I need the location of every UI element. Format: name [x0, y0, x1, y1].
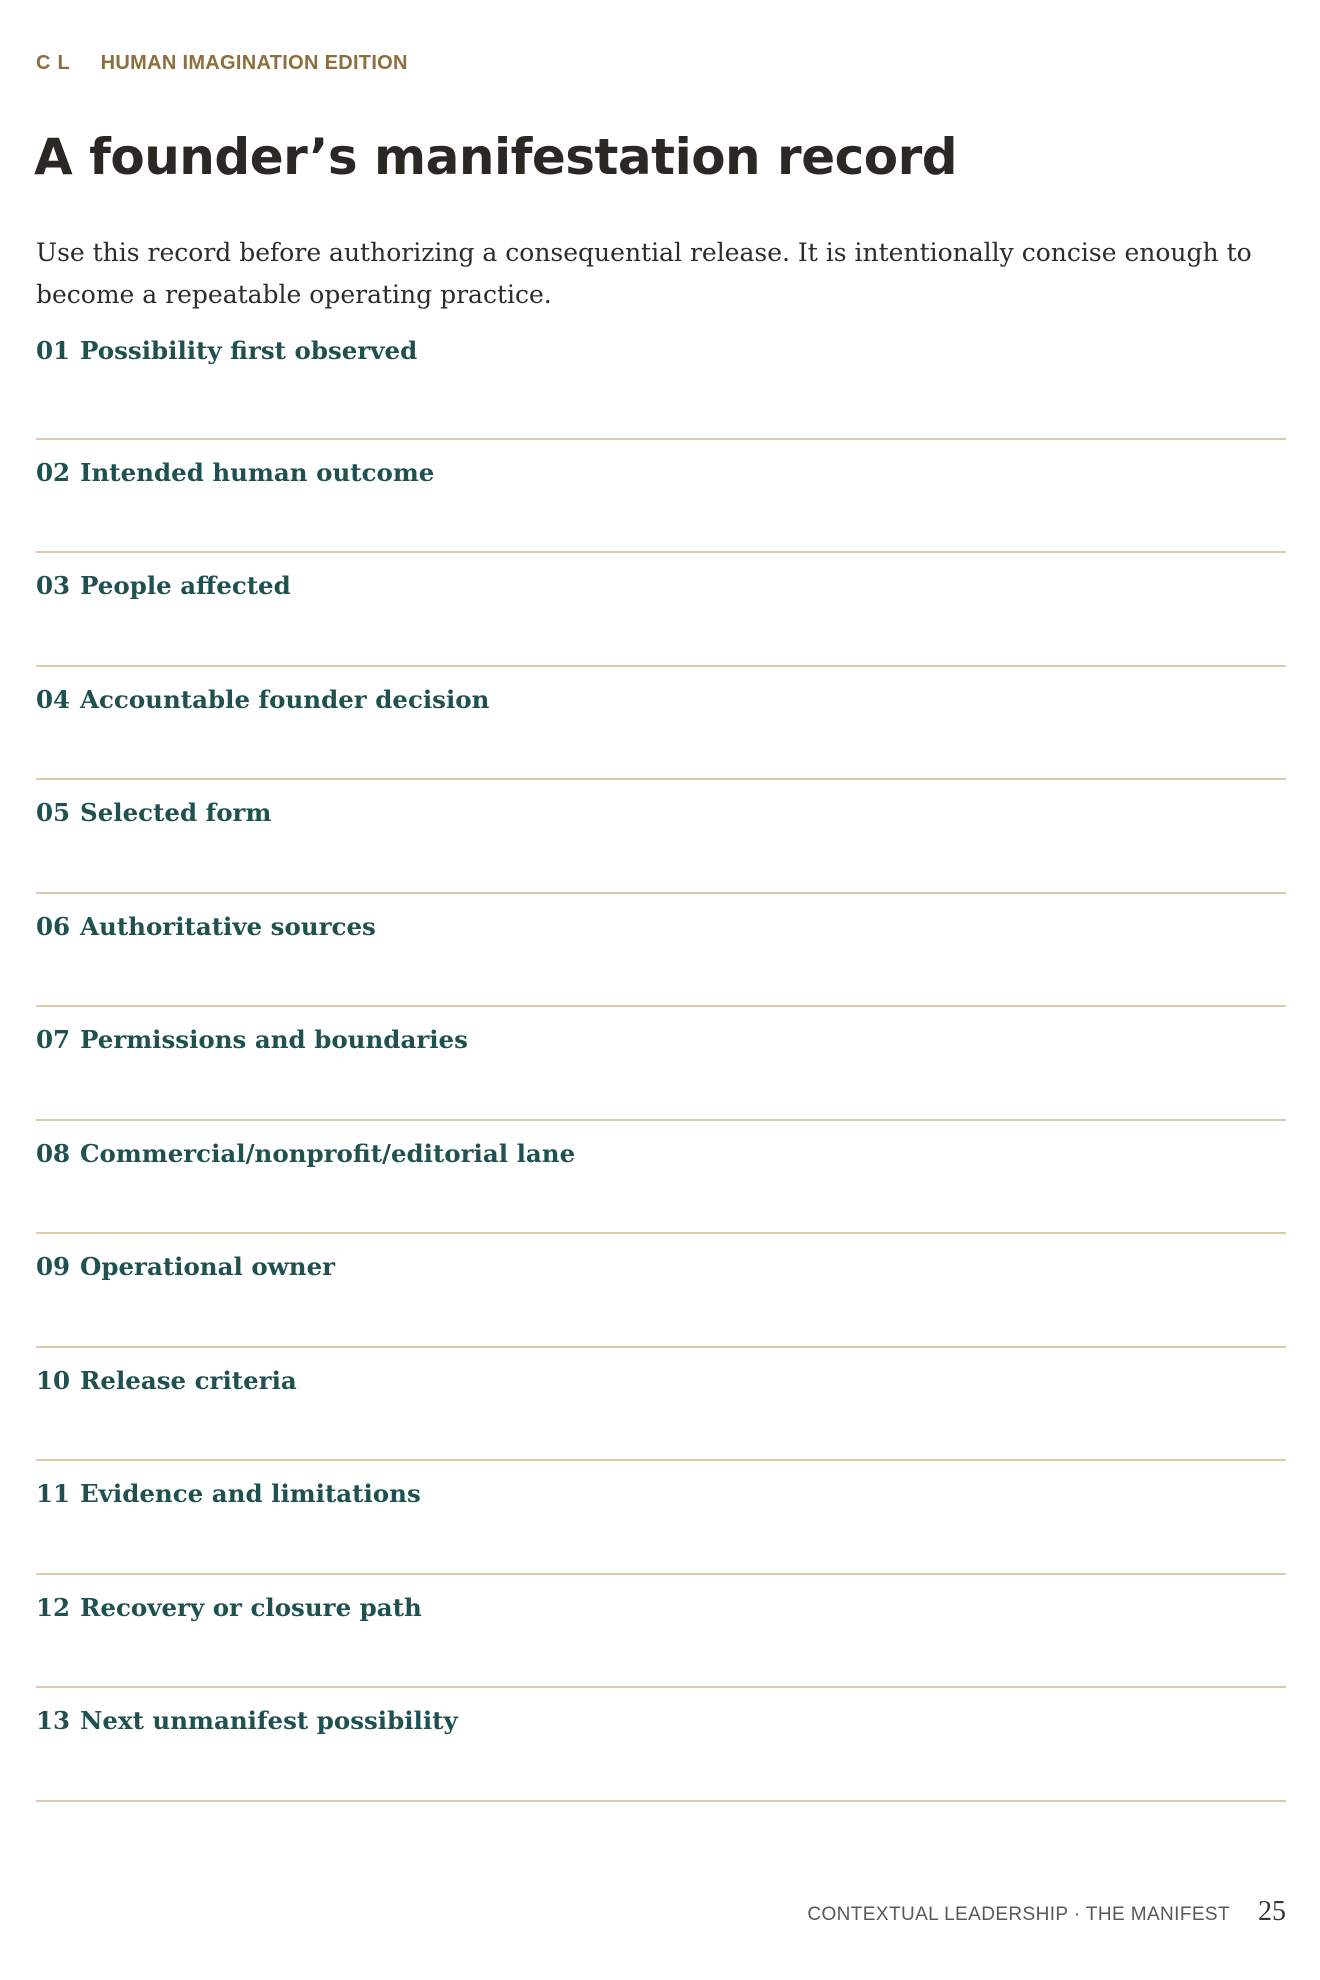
record-field — [36, 1688, 1286, 1802]
field-number: 07 — [36, 1025, 71, 1054]
field-label: Next unmanifest possibility — [80, 1706, 458, 1735]
field-label: Evidence and limitations — [80, 1479, 421, 1508]
field-number: 08 — [36, 1138, 71, 1168]
field-label: Possibility first observed — [80, 336, 418, 365]
record-field — [36, 894, 1286, 1008]
page-title: A founder’s manifestation record — [34, 128, 958, 186]
record-fields — [36, 326, 1286, 1802]
field-number: 10 — [36, 1365, 71, 1395]
field-number: 11 — [36, 1479, 71, 1508]
record-field — [36, 1234, 1286, 1348]
brand-mark: CL — [36, 52, 77, 74]
record-field — [36, 1461, 1286, 1575]
field-number: 05 — [36, 798, 71, 827]
field-number: 01 — [36, 336, 71, 365]
record-field — [36, 1007, 1286, 1121]
record-field — [36, 553, 1286, 667]
field-label: Permissions and boundaries — [80, 1025, 468, 1054]
intro-paragraph: Use this record before authorizing a consequential release. It is intentionally concise enough to become a repeatable operating practice. — [36, 238, 1252, 309]
record-field — [36, 440, 1286, 554]
field-number: 12 — [36, 1592, 71, 1622]
field-number: 03 — [36, 571, 71, 600]
edition-label: HUMAN IMAGINATION EDITION — [100, 52, 408, 74]
field-number: 13 — [36, 1706, 71, 1735]
record-field — [36, 326, 1286, 440]
field-label: People affected — [80, 571, 291, 600]
field-label: Commercial/nonprofit/editorial lane — [80, 1138, 576, 1168]
field-number: 04 — [36, 684, 71, 714]
field-number: 06 — [36, 911, 71, 941]
field-label: Release criteria — [80, 1365, 297, 1395]
page-number: 25 — [1258, 1896, 1286, 1927]
field-label: Authoritative sources — [80, 911, 376, 941]
record-field — [36, 1348, 1286, 1462]
record-field — [36, 1575, 1286, 1689]
field-number: 09 — [36, 1252, 71, 1281]
running-header — [36, 52, 408, 75]
field-label: Operational owner — [80, 1252, 336, 1281]
running-footer — [807, 1896, 1286, 1928]
field-label: Intended human outcome — [80, 457, 435, 487]
record-field — [36, 1121, 1286, 1235]
field-label: Selected form — [80, 798, 272, 827]
field-number: 02 — [36, 457, 71, 487]
footer-title: CONTEXTUAL LEADERSHIP · THE MANIFEST — [807, 1904, 1230, 1925]
record-field — [36, 667, 1286, 781]
record-field — [36, 780, 1286, 894]
field-label: Recovery or closure path — [80, 1592, 422, 1622]
field-label: Accountable founder decision — [80, 684, 490, 714]
